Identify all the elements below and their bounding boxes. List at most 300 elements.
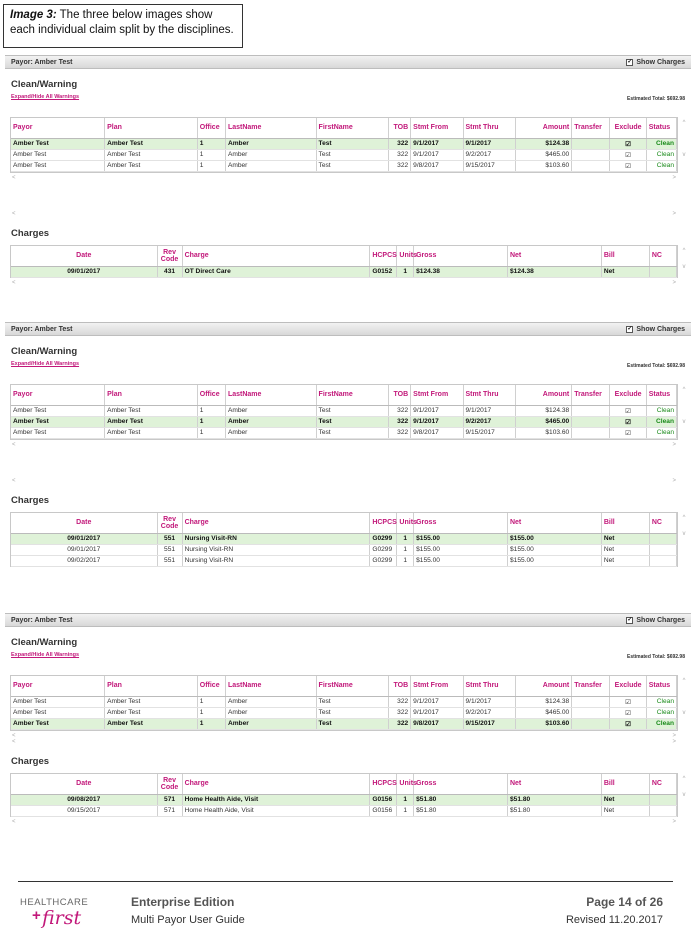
claim-cell: Amber Test — [11, 138, 105, 149]
claim-cell: 1 — [197, 416, 225, 427]
charges-col-header[interactable]: HCPCS — [370, 246, 397, 266]
claims-vertical-scrollbar[interactable]: ^ v — [682, 387, 686, 425]
claims-horizontal-scrollbar[interactable]: < > — [12, 442, 676, 448]
charges-col-header[interactable]: Bill — [601, 774, 649, 794]
charges-col-header[interactable]: NC — [649, 774, 676, 794]
panel-horizontal-scrollbar[interactable]: < > — [12, 478, 676, 484]
claim-cell: 9/15/2017 — [463, 427, 515, 438]
claim-cell: Clean — [646, 149, 676, 160]
estimated-total: Estimated Total: $692.98 — [627, 654, 685, 660]
charges-col-header[interactable]: Rev Code — [157, 774, 182, 794]
charges-col-header[interactable]: NC — [649, 246, 676, 266]
claims-grid — [10, 675, 678, 731]
claim-cell — [572, 405, 610, 416]
charge-cell: 09/15/2017 — [11, 805, 157, 816]
claim-cell: 9/2/2017 — [463, 416, 515, 427]
expand-hide-warnings-link[interactable]: Expand/Hide All Warnings — [11, 652, 80, 658]
claim-cell: $103.60 — [515, 427, 571, 438]
claim-cell: 9/1/2017 — [411, 696, 463, 707]
claim-row[interactable] — [11, 718, 677, 729]
claim-cell: Clean — [646, 138, 676, 149]
estimated-total: Estimated Total: $692.98 — [627, 96, 685, 102]
claim-cell: 9/1/2017 — [411, 149, 463, 160]
charges-col-header[interactable]: Date — [11, 774, 157, 794]
claims-table — [11, 118, 677, 172]
charges-col-header[interactable]: Charge — [182, 246, 370, 266]
footer-edition: Enterprise Edition — [131, 895, 235, 909]
charges-col-header[interactable]: Bill — [601, 513, 649, 533]
charges-col-header[interactable]: Gross — [414, 246, 508, 266]
footer-guide: Multi Payor User Guide — [131, 914, 245, 926]
claim-cell: Clean — [646, 160, 676, 171]
claim-cell: 9/2/2017 — [463, 707, 515, 718]
expand-hide-warnings-link[interactable]: Expand/Hide All Warnings — [11, 94, 80, 100]
claims-col-header[interactable]: Transfer — [572, 385, 610, 405]
charge-cell: $51.80 — [414, 805, 508, 816]
charges-grid — [10, 773, 678, 817]
claims-col-header[interactable]: Plan — [105, 385, 198, 405]
claims-vertical-scrollbar[interactable]: ^ v — [682, 120, 686, 158]
charge-cell: 1 — [397, 794, 414, 805]
claim-cell: $124.38 — [515, 138, 571, 149]
claim-cell: 1 — [197, 696, 225, 707]
charge-cell — [649, 805, 676, 816]
claims-col-header[interactable]: Transfer — [572, 676, 610, 696]
claim-cell: Test — [316, 416, 388, 427]
claim-cell: Test — [316, 427, 388, 438]
charge-cell: Nursing Visit-RN — [182, 555, 370, 566]
charge-cell: 571 — [157, 794, 182, 805]
claim-cell: 1 — [197, 138, 225, 149]
charges-title: Charges — [11, 495, 50, 506]
claim-cell: 9/1/2017 — [411, 405, 463, 416]
charge-cell: G0156 — [370, 794, 397, 805]
claims-col-header[interactable]: FirstName — [316, 385, 388, 405]
show-charges-label: Show Charges — [636, 58, 685, 66]
charge-cell: 09/08/2017 — [11, 794, 157, 805]
exclude-checkbox[interactable]: ☑ — [610, 149, 646, 160]
show-charges-checkbox[interactable]: ✓ — [627, 616, 633, 623]
charges-grid — [10, 512, 678, 567]
claim-cell: Amber Test — [105, 427, 198, 438]
claims-col-header[interactable]: Amount — [515, 118, 571, 138]
charge-cell: 431 — [157, 266, 182, 277]
claim-cell: $465.00 — [515, 707, 571, 718]
charge-row[interactable] — [11, 266, 677, 277]
claim-cell: Amber Test — [105, 416, 198, 427]
show-charges-checkbox[interactable]: ✓ — [627, 58, 633, 65]
charges-vertical-scrollbar[interactable]: ^ v — [682, 248, 686, 270]
claims-grid — [10, 384, 678, 440]
charge-cell: $155.00 — [414, 533, 508, 544]
claim-cell: 9/1/2017 — [463, 138, 515, 149]
claim-cell: 1 — [197, 405, 225, 416]
charges-col-header[interactable]: Net — [507, 513, 601, 533]
charge-cell: $124.38 — [507, 266, 601, 277]
charge-cell — [649, 544, 676, 555]
exclude-checkbox[interactable]: ☑ — [610, 696, 646, 707]
claims-col-header[interactable]: Status — [646, 118, 676, 138]
claim-cell: 1 — [197, 149, 225, 160]
claims-col-header[interactable]: Office — [197, 676, 225, 696]
claim-row[interactable] — [11, 149, 677, 160]
charges-col-header[interactable]: NC — [649, 513, 676, 533]
charges-col-header[interactable]: Units — [397, 513, 414, 533]
claim-panel — [5, 613, 691, 831]
charges-col-header[interactable]: HCPCS — [370, 513, 397, 533]
charge-cell: 1 — [397, 544, 414, 555]
charges-col-header[interactable]: Charge — [182, 513, 370, 533]
claim-cell: Amber — [225, 718, 316, 729]
charge-cell: $155.00 — [507, 544, 601, 555]
charge-cell: Net — [601, 544, 649, 555]
claims-col-header[interactable]: Amount — [515, 676, 571, 696]
claims-col-header[interactable]: Stmt From — [411, 676, 463, 696]
charge-cell: 571 — [157, 805, 182, 816]
payor-header-bar — [5, 322, 691, 336]
claim-cell: Clean — [646, 416, 676, 427]
show-charges-toggle[interactable] — [626, 617, 685, 624]
panel-horizontal-scrollbar[interactable]: < > — [12, 739, 676, 745]
charge-cell: Net — [601, 555, 649, 566]
charges-col-header[interactable]: Units — [397, 774, 414, 794]
charges-header-row — [11, 513, 677, 533]
logo-script-text: first — [42, 907, 82, 929]
clean-warning-title: Clean/Warning — [11, 79, 78, 90]
claim-cell: Amber Test — [105, 707, 198, 718]
charges-col-header[interactable]: Date — [11, 513, 157, 533]
claim-cell: $465.00 — [515, 149, 571, 160]
claim-cell: 322 — [389, 416, 411, 427]
charge-cell: $155.00 — [414, 555, 508, 566]
claims-col-header[interactable]: LastName — [225, 385, 316, 405]
exclude-checkbox[interactable]: ☑ — [610, 416, 646, 427]
charge-cell: 1 — [397, 805, 414, 816]
claim-cell: Amber Test — [105, 718, 198, 729]
payor-title: Payor: Amber Test — [11, 58, 73, 66]
payor-title: Payor: Amber Test — [11, 325, 73, 333]
claim-cell: Test — [316, 138, 388, 149]
payor-header-bar — [5, 55, 691, 69]
claims-header-row — [11, 676, 677, 696]
claim-row[interactable] — [11, 160, 677, 171]
charge-cell: Net — [601, 533, 649, 544]
claims-grid — [10, 117, 678, 173]
footer-page-number: Page 14 of 26 — [586, 895, 663, 909]
claims-col-header[interactable]: Status — [646, 385, 676, 405]
claim-panel — [5, 55, 691, 299]
claims-col-header[interactable]: TOB — [389, 118, 411, 138]
exclude-checkbox[interactable]: ☑ — [610, 427, 646, 438]
charges-col-header[interactable]: Rev Code — [157, 246, 182, 266]
claim-row[interactable] — [11, 707, 677, 718]
claim-cell: Amber Test — [11, 427, 105, 438]
claim-cell: 9/1/2017 — [411, 416, 463, 427]
exclude-checkbox[interactable]: ☑ — [610, 405, 646, 416]
expand-hide-warnings-link[interactable]: Expand/Hide All Warnings — [11, 361, 80, 367]
charge-cell — [649, 555, 676, 566]
claim-row[interactable] — [11, 427, 677, 438]
charge-cell — [649, 794, 676, 805]
charge-cell: 1 — [397, 266, 414, 277]
claim-cell: 322 — [389, 138, 411, 149]
charge-cell: 1 — [397, 533, 414, 544]
charge-row[interactable] — [11, 794, 677, 805]
claims-col-header[interactable]: LastName — [225, 118, 316, 138]
show-charges-label: Show Charges — [636, 616, 685, 624]
claim-cell: Amber Test — [105, 138, 198, 149]
claim-row[interactable] — [11, 696, 677, 707]
exclude-checkbox[interactable]: ☑ — [610, 707, 646, 718]
claim-cell: Amber Test — [105, 160, 198, 171]
show-charges-toggle[interactable] — [626, 326, 685, 333]
charges-col-header[interactable]: Bill — [601, 246, 649, 266]
claim-cell: Test — [316, 696, 388, 707]
claims-col-header[interactable]: Stmt Thru — [463, 676, 515, 696]
caption-label: Image 3: — [10, 9, 57, 21]
claims-col-header[interactable]: Stmt From — [411, 118, 463, 138]
charges-grid — [10, 245, 678, 278]
claim-cell — [572, 138, 610, 149]
claims-header-row — [11, 118, 677, 138]
claim-cell: $124.38 — [515, 696, 571, 707]
claim-cell — [572, 416, 610, 427]
claim-cell: $124.38 — [515, 405, 571, 416]
payor-header-bar — [5, 613, 691, 627]
claim-cell: 1 — [197, 427, 225, 438]
claim-cell: 9/1/2017 — [411, 138, 463, 149]
claim-cell: Clean — [646, 427, 676, 438]
claim-cell: 9/15/2017 — [463, 718, 515, 729]
charges-table — [11, 774, 677, 817]
claim-cell: 322 — [389, 427, 411, 438]
exclude-checkbox[interactable]: ☑ — [610, 138, 646, 149]
charge-cell: Nursing Visit-RN — [182, 533, 370, 544]
caption-text: The three below images show each individual claim split by the disciplines. — [10, 9, 234, 36]
claims-table — [11, 676, 677, 730]
charge-cell: 551 — [157, 555, 182, 566]
claim-cell: Clean — [646, 696, 676, 707]
claims-col-header[interactable]: FirstName — [316, 118, 388, 138]
claims-col-header[interactable]: Exclude — [610, 385, 646, 405]
claim-cell: Amber Test — [11, 718, 105, 729]
claims-col-header[interactable]: Exclude — [610, 118, 646, 138]
charge-cell: $124.38 — [414, 266, 508, 277]
clean-warning-title: Clean/Warning — [11, 637, 78, 648]
claim-cell: Amber — [225, 138, 316, 149]
claims-table — [11, 385, 677, 439]
charges-table — [11, 513, 677, 567]
claim-cell: 1 — [197, 160, 225, 171]
claims-col-header[interactable]: Plan — [105, 118, 198, 138]
charge-cell: $155.00 — [507, 555, 601, 566]
claim-row[interactable] — [11, 138, 677, 149]
claim-cell: Test — [316, 160, 388, 171]
charge-cell: 551 — [157, 533, 182, 544]
claim-cell: Test — [316, 707, 388, 718]
charges-horizontal-scrollbar[interactable]: < > — [12, 280, 676, 286]
claim-cell: Amber Test — [105, 149, 198, 160]
claim-cell: 322 — [389, 696, 411, 707]
show-charges-label: Show Charges — [636, 325, 685, 333]
claim-cell: 9/1/2017 — [463, 696, 515, 707]
charge-row[interactable] — [11, 805, 677, 816]
claim-cell: 322 — [389, 718, 411, 729]
claims-col-header[interactable]: Amount — [515, 385, 571, 405]
claim-cell — [572, 149, 610, 160]
charge-cell: Net — [601, 794, 649, 805]
charges-col-header[interactable]: Units — [397, 246, 414, 266]
claim-row[interactable] — [11, 405, 677, 416]
claim-cell: Clean — [646, 405, 676, 416]
footer-revised: Revised 11.20.2017 — [565, 914, 663, 926]
claim-cell: Amber — [225, 696, 316, 707]
charge-cell: 09/01/2017 — [11, 544, 157, 555]
charge-cell: G0299 — [370, 533, 397, 544]
claim-cell — [572, 718, 610, 729]
claims-col-header[interactable]: Office — [197, 385, 225, 405]
claim-cell: 9/2/2017 — [463, 149, 515, 160]
charges-header-row — [11, 246, 677, 266]
charge-cell: 09/02/2017 — [11, 555, 157, 566]
exclude-checkbox[interactable]: ☑ — [610, 718, 646, 729]
claims-col-header[interactable]: LastName — [225, 676, 316, 696]
claim-cell: Clean — [646, 718, 676, 729]
claim-cell: Amber — [225, 149, 316, 160]
charge-cell: OT Direct Care — [182, 266, 370, 277]
logo-plus-icon: + — [32, 907, 41, 924]
claim-cell: Amber Test — [11, 405, 105, 416]
claim-cell: Amber — [225, 427, 316, 438]
charge-cell: Nursing Visit-RN — [182, 544, 370, 555]
claim-cell: $465.00 — [515, 416, 571, 427]
claim-cell: Amber Test — [11, 696, 105, 707]
show-charges-toggle[interactable] — [626, 59, 685, 66]
claims-col-header[interactable]: TOB — [389, 676, 411, 696]
clean-warning-title: Clean/Warning — [11, 346, 78, 357]
claims-col-header[interactable]: Stmt Thru — [463, 118, 515, 138]
charge-cell: $155.00 — [414, 544, 508, 555]
charge-cell: Home Health Aide, Visit — [182, 794, 370, 805]
charges-col-header[interactable]: Charge — [182, 774, 370, 794]
claim-cell: 9/8/2017 — [411, 427, 463, 438]
claim-cell: $103.60 — [515, 718, 571, 729]
charge-cell: $51.80 — [414, 794, 508, 805]
charges-vertical-scrollbar[interactable]: ^ v — [682, 515, 686, 537]
claims-col-header[interactable]: Status — [646, 676, 676, 696]
charges-vertical-scrollbar[interactable]: ^ v — [682, 776, 686, 798]
charge-cell: Net — [601, 266, 649, 277]
charge-cell: G0152 — [370, 266, 397, 277]
exclude-checkbox[interactable]: ☑ — [610, 160, 646, 171]
claim-cell: Amber — [225, 416, 316, 427]
claim-cell: 9/1/2017 — [411, 707, 463, 718]
claim-cell: Amber Test — [105, 405, 198, 416]
claim-cell: Test — [316, 718, 388, 729]
claim-cell: 1 — [197, 718, 225, 729]
charges-header-row — [11, 774, 677, 794]
claim-cell — [572, 427, 610, 438]
charge-cell: $155.00 — [507, 533, 601, 544]
charges-col-header[interactable]: Gross — [414, 774, 508, 794]
claims-col-header[interactable]: Exclude — [610, 676, 646, 696]
charge-cell: 551 — [157, 544, 182, 555]
claims-col-header[interactable]: Payor — [11, 118, 105, 138]
claim-cell: Amber Test — [11, 160, 105, 171]
claims-horizontal-scrollbar[interactable]: < > — [12, 175, 676, 181]
claim-cell: $103.60 — [515, 160, 571, 171]
claims-col-header[interactable]: FirstName — [316, 676, 388, 696]
charges-horizontal-scrollbar[interactable]: < > — [12, 819, 676, 825]
charges-col-header[interactable]: Date — [11, 246, 157, 266]
charge-cell: 09/01/2017 — [11, 266, 157, 277]
claim-cell: 9/15/2017 — [463, 160, 515, 171]
charge-cell: G0299 — [370, 544, 397, 555]
charges-col-header[interactable]: Net — [507, 774, 601, 794]
charge-row[interactable] — [11, 533, 677, 544]
claim-cell: Amber Test — [11, 707, 105, 718]
claim-cell: Amber Test — [11, 149, 105, 160]
charge-cell: 1 — [397, 555, 414, 566]
charges-col-header[interactable]: Net — [507, 246, 601, 266]
charges-title: Charges — [11, 756, 50, 767]
charge-row[interactable] — [11, 544, 677, 555]
claims-col-header[interactable]: Payor — [11, 385, 105, 405]
claims-col-header[interactable]: Office — [197, 118, 225, 138]
charge-cell: 09/01/2017 — [11, 533, 157, 544]
charge-cell: Net — [601, 805, 649, 816]
claims-col-header[interactable]: Stmt From — [411, 385, 463, 405]
claims-col-header[interactable]: TOB — [389, 385, 411, 405]
image-caption — [3, 4, 243, 48]
charge-cell — [649, 533, 676, 544]
claim-row[interactable] — [11, 416, 677, 427]
claims-col-header[interactable]: Plan — [105, 676, 198, 696]
charge-cell: $51.80 — [507, 805, 601, 816]
claims-col-header[interactable]: Stmt Thru — [463, 385, 515, 405]
claims-col-header[interactable]: Payor — [11, 676, 105, 696]
charge-cell — [649, 266, 676, 277]
claim-cell: Amber — [225, 405, 316, 416]
charge-cell: G0156 — [370, 805, 397, 816]
claim-panel — [5, 322, 691, 577]
claim-cell: Amber — [225, 160, 316, 171]
claim-cell: 9/1/2017 — [463, 405, 515, 416]
claim-cell: Clean — [646, 707, 676, 718]
claims-col-header[interactable]: Transfer — [572, 118, 610, 138]
charges-table — [11, 246, 677, 278]
claims-vertical-scrollbar[interactable]: ^ v — [682, 678, 686, 716]
claim-cell — [572, 707, 610, 718]
show-charges-checkbox[interactable]: ✓ — [627, 325, 633, 332]
claim-cell: Amber — [225, 707, 316, 718]
charge-cell: G0299 — [370, 555, 397, 566]
panel-horizontal-scrollbar[interactable]: < > — [12, 211, 676, 217]
charges-col-header[interactable]: Rev Code — [157, 513, 182, 533]
logo-top-text: HEALTHCARE — [20, 897, 89, 908]
claims-horizontal-scrollbar[interactable]: < > — [12, 733, 676, 739]
claim-cell: Test — [316, 149, 388, 160]
claim-cell: Amber Test — [105, 696, 198, 707]
claim-cell: 9/8/2017 — [411, 718, 463, 729]
charge-row[interactable] — [11, 555, 677, 566]
claim-cell: 1 — [197, 707, 225, 718]
claims-header-row — [11, 385, 677, 405]
charges-col-header[interactable]: Gross — [414, 513, 508, 533]
estimated-total: Estimated Total: $692.98 — [627, 363, 685, 369]
charges-col-header[interactable]: HCPCS — [370, 774, 397, 794]
charge-cell: Home Health Aide, Visit — [182, 805, 370, 816]
